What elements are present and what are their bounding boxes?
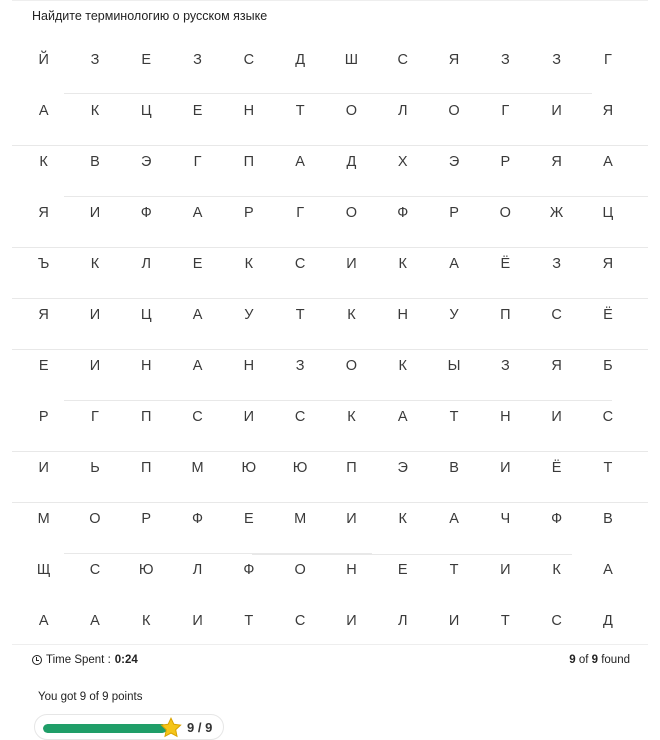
grid-cell[interactable]: Х [397, 153, 408, 170]
grid-cell[interactable]: Т [449, 408, 459, 425]
grid-cell[interactable]: З [500, 357, 510, 374]
grid-cell[interactable]: О [448, 102, 460, 119]
grid-cell[interactable]: Н [141, 357, 152, 374]
grid-cell[interactable]: И [243, 408, 255, 425]
grid-cell[interactable]: К [347, 408, 356, 425]
grid-cell[interactable]: М [191, 459, 204, 476]
grid-cell[interactable]: Е [38, 357, 49, 374]
grid-cell[interactable]: З [500, 51, 510, 68]
grid-cell[interactable]: З [295, 357, 305, 374]
grid-cell[interactable]: К [398, 510, 407, 527]
grid-cell[interactable]: Л [397, 612, 408, 629]
grid-cell[interactable]: А [38, 612, 49, 629]
time-spent [32, 654, 138, 666]
grid-cell[interactable]: Ю [138, 561, 154, 578]
grid-cell[interactable]: С [243, 51, 255, 68]
grid-cell[interactable]: И [551, 408, 562, 425]
score-progress [34, 714, 224, 740]
grid-cell[interactable]: Э [448, 153, 460, 170]
score-text: 9 / 9 [187, 720, 213, 735]
grid-cell[interactable]: О [345, 357, 358, 374]
grid-cell[interactable]: А [192, 357, 203, 374]
grid-cell[interactable]: К [398, 357, 407, 374]
points-text: You got 9 of 9 points [38, 691, 143, 703]
grid-cell[interactable]: А [192, 306, 203, 323]
grid-cell[interactable]: А [295, 153, 305, 170]
grid-cell[interactable]: Е [244, 510, 254, 527]
grid-cell[interactable]: А [397, 408, 408, 425]
grid-cell[interactable]: Л [397, 102, 408, 119]
grid-cell[interactable]: С [551, 612, 562, 629]
grid-cell[interactable]: Е [192, 255, 203, 272]
grid-cell[interactable]: П [141, 459, 152, 476]
grid-cell[interactable]: Н [243, 357, 255, 374]
grid-cell[interactable]: З [552, 51, 561, 68]
grid-cell[interactable]: П [500, 306, 511, 323]
grid-cell[interactable]: Ш [344, 51, 359, 68]
grid-cell[interactable]: И [89, 357, 101, 374]
found-count: 9 [569, 654, 576, 666]
grid-cell[interactable]: Э [397, 459, 408, 476]
words-found-counter [569, 654, 630, 666]
grid-cell[interactable]: И [38, 459, 49, 476]
time-spent-value: 0:24 [114, 654, 138, 666]
grid-cell[interactable]: Я [551, 153, 562, 170]
grid-cell[interactable]: Р [244, 204, 254, 221]
grid-cell[interactable]: И [89, 204, 101, 221]
top-divider [12, 0, 648, 1]
grid-cell[interactable]: Б [603, 357, 613, 374]
grid-cell[interactable]: И [346, 255, 357, 272]
grid-cell[interactable]: Е [141, 51, 152, 68]
grid-cell[interactable]: Ё [551, 459, 562, 476]
grid-cell[interactable]: З [552, 255, 561, 272]
grid-cell[interactable]: И [500, 459, 511, 476]
grid-cell[interactable]: Г [603, 51, 612, 68]
grid-cell[interactable]: И [346, 510, 357, 527]
grid-cell[interactable]: Я [38, 204, 49, 221]
puzzle-title: Найдите терминологию о русском языке [32, 9, 268, 23]
grid-cell[interactable]: Ф [192, 510, 204, 527]
grid-cell[interactable]: Е [397, 561, 408, 578]
grid-cell[interactable]: Т [244, 612, 254, 629]
grid-cell[interactable]: А [603, 153, 613, 170]
grid-cell[interactable]: Я [602, 102, 614, 119]
letter-grid[interactable] [12, 34, 634, 646]
grid-cell[interactable]: Ж [549, 204, 564, 221]
grid-cell[interactable]: Р [38, 408, 49, 425]
grid-cell[interactable]: К [552, 561, 561, 578]
found-of: of [575, 654, 592, 666]
grid-cell[interactable]: Г [501, 102, 510, 119]
grid-cell[interactable]: К [39, 153, 48, 170]
grid-cell[interactable]: И [89, 306, 101, 323]
grid-cell[interactable]: Ю [292, 459, 308, 476]
grid-cell[interactable]: Щ [36, 561, 51, 578]
grid-cell[interactable]: П [141, 408, 152, 425]
grid-cell[interactable]: Т [449, 561, 459, 578]
grid-cell[interactable]: В [449, 459, 459, 476]
grid-cell[interactable]: К [90, 102, 100, 119]
grid-cell[interactable]: К [142, 612, 151, 629]
grid-cell[interactable]: Ъ [37, 255, 50, 272]
grid-cell[interactable]: К [398, 255, 407, 272]
grid-cell[interactable]: Т [295, 306, 305, 323]
grid-cell[interactable]: А [192, 204, 203, 221]
clock-icon [32, 655, 42, 665]
found-total: 9 [591, 654, 599, 666]
grid-cell[interactable]: И [551, 102, 562, 119]
grid-cell[interactable]: И [500, 561, 511, 578]
grid-cell[interactable]: Т [603, 459, 613, 476]
grid-cell[interactable]: Ф [551, 510, 563, 527]
grid-cell[interactable]: Ц [140, 306, 152, 323]
grid-cell[interactable]: В [90, 153, 100, 170]
time-spent-label: Time Spent : [46, 654, 111, 666]
grid-cell[interactable]: Л [141, 255, 151, 272]
grid-cell[interactable]: А [90, 612, 100, 629]
grid-cell[interactable]: Н [346, 561, 357, 578]
grid-cell[interactable]: С [294, 612, 306, 629]
grid-cell[interactable]: С [397, 51, 408, 68]
grid-cell[interactable]: Я [38, 306, 49, 323]
grid-cell[interactable]: С [294, 408, 306, 425]
grid-cell[interactable]: Ё [500, 255, 511, 272]
star-icon [159, 716, 183, 740]
grid-cell[interactable]: О [345, 204, 358, 221]
grid-cell[interactable]: Ь [90, 459, 100, 476]
grid-cell[interactable]: И [448, 612, 460, 629]
grid-cell[interactable]: О [294, 561, 306, 578]
grid-cell[interactable]: К [90, 255, 100, 272]
grid-cell[interactable]: С [294, 255, 306, 272]
grid-cell[interactable]: Ц [602, 204, 614, 221]
grid-cell[interactable]: Д [295, 51, 306, 68]
grid-cell[interactable]: У [449, 306, 459, 323]
grid-bottom-divider [12, 644, 648, 645]
grid-cell[interactable]: Т [500, 612, 510, 629]
grid-cell[interactable]: Д [603, 612, 613, 629]
grid-cell[interactable]: Л [192, 561, 203, 578]
grid-cell[interactable]: П [243, 153, 255, 170]
grid-cell[interactable]: А [38, 102, 49, 119]
grid-cell[interactable]: З [90, 51, 100, 68]
grid-cell[interactable]: А [449, 255, 459, 272]
grid-cell[interactable]: А [603, 561, 613, 578]
grid-cell[interactable]: М [37, 510, 50, 527]
grid-cell[interactable]: Р [500, 153, 511, 170]
grid-cell[interactable]: Г [91, 408, 99, 425]
letter-grid-area [12, 34, 648, 644]
grid-cell[interactable]: С [192, 408, 203, 425]
grid-cell[interactable]: Г [296, 204, 305, 221]
grid-cell[interactable]: Р [141, 510, 152, 527]
grid-cell[interactable]: Ю [241, 459, 257, 476]
grid-cell[interactable]: Э [141, 153, 152, 170]
grid-cell[interactable]: Р [449, 204, 459, 221]
grid-cell[interactable]: З [193, 51, 202, 68]
grid-cell[interactable]: С [551, 306, 562, 323]
grid-cell[interactable]: О [89, 510, 101, 527]
grid-cell[interactable]: У [244, 306, 254, 323]
grid-cell[interactable]: В [603, 510, 613, 527]
grid-cell[interactable]: К [347, 306, 356, 323]
grid-cell[interactable]: Т [295, 102, 305, 119]
grid-cell[interactable]: Е [192, 102, 203, 119]
grid-cell[interactable]: Н [500, 408, 511, 425]
grid-cell[interactable]: Й [38, 51, 49, 68]
grid-cell[interactable]: Г [193, 153, 202, 170]
progress-track [43, 724, 167, 733]
grid-cell[interactable]: Я [602, 255, 614, 272]
grid-cell[interactable]: О [345, 102, 358, 119]
grid-cell[interactable]: С [89, 561, 101, 578]
grid-cell[interactable]: Ф [140, 204, 152, 221]
grid-cell[interactable]: С [602, 408, 614, 425]
grid-cell[interactable]: Ё [603, 306, 613, 323]
grid-cell[interactable]: Я [551, 357, 562, 374]
progress-fill [43, 724, 167, 733]
grid-cell[interactable]: Я [448, 51, 460, 68]
grid-cell[interactable]: И [192, 612, 203, 629]
grid-cell[interactable]: Ч [500, 510, 511, 527]
word-search-page [12, 0, 648, 738]
grid-cell[interactable]: О [499, 204, 511, 221]
grid-cell[interactable]: Н [243, 102, 255, 119]
grid-cell[interactable]: П [346, 459, 357, 476]
grid-cell[interactable]: Н [397, 306, 408, 323]
found-suffix: found [598, 654, 630, 666]
grid-cell[interactable]: Ы [447, 357, 461, 374]
grid-cell[interactable]: И [346, 612, 357, 629]
grid-cell[interactable]: Ф [397, 204, 409, 221]
grid-cell[interactable]: Ц [140, 102, 152, 119]
grid-cell[interactable]: Д [346, 153, 357, 170]
grid-cell[interactable]: М [294, 510, 307, 527]
grid-cell[interactable]: Ф [243, 561, 255, 578]
grid-cell[interactable]: К [244, 255, 254, 272]
grid-cell[interactable]: А [449, 510, 459, 527]
